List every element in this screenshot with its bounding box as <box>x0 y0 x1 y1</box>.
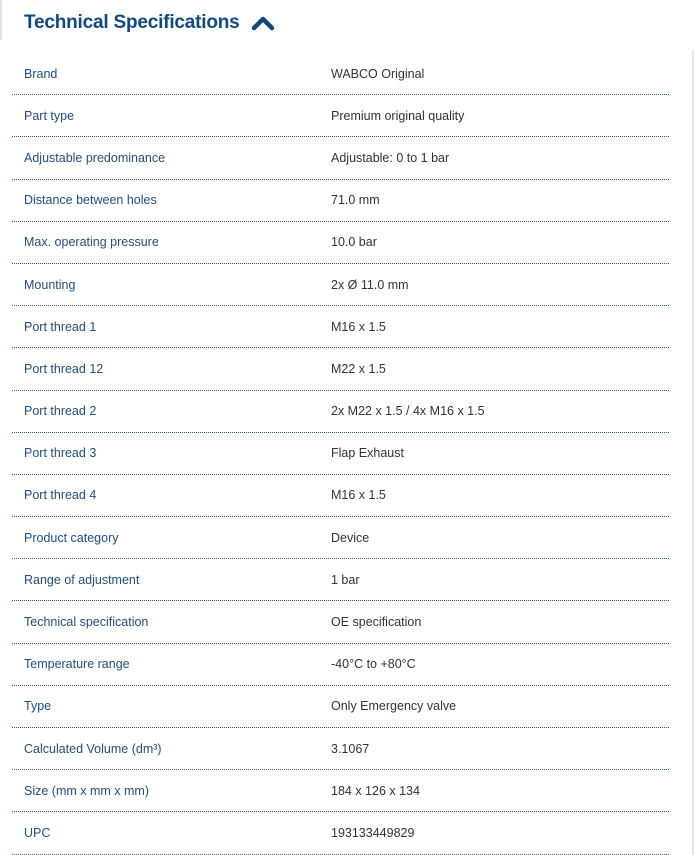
spec-value: Device <box>331 530 370 545</box>
spec-value: 3.1067 <box>331 741 370 756</box>
spec-label: Port thread 2 <box>24 404 97 419</box>
spec-label: Distance between holes <box>24 193 157 208</box>
chevron-up-icon-svg <box>251 15 275 31</box>
spec-value: 10.0 bar <box>331 235 377 250</box>
spec-value: 193133449829 <box>331 825 415 840</box>
spec-value: Adjustable: 0 to 1 bar <box>331 150 450 165</box>
spec-label: Brand <box>24 66 58 81</box>
spec-row-port-thread-4 <box>12 475 669 517</box>
spec-label: UPC <box>24 825 51 840</box>
spec-table <box>12 53 669 855</box>
spec-value: Flap Exhaust <box>331 446 404 461</box>
spec-value: 2x Ø 11.0 mm <box>331 277 409 292</box>
spec-row-size <box>12 770 669 812</box>
spec-row-distance-between-holes <box>12 180 669 222</box>
spec-row-technical-specification <box>12 601 669 643</box>
chevron-up-icon[interactable] <box>250 13 276 33</box>
spec-row-port-thread-1 <box>12 306 669 348</box>
spec-row-calculated-volume <box>12 728 669 770</box>
spec-row-adjustable-predominance <box>12 137 669 179</box>
spec-row-upc <box>12 812 669 854</box>
spec-row-port-thread-3 <box>12 433 669 475</box>
spec-value: 71.0 mm <box>331 193 380 208</box>
spec-row-part-type <box>12 95 669 137</box>
spec-label: Port thread 1 <box>24 319 97 334</box>
technical-specifications-header[interactable] <box>24 8 276 38</box>
spec-value: WABCO Original <box>331 66 425 81</box>
left-border <box>0 0 2 40</box>
spec-value: Premium original quality <box>331 108 465 123</box>
spec-label: Part type <box>24 108 75 123</box>
spec-value: -40°C to +80°C <box>331 657 416 672</box>
spec-label: Range of adjustment <box>24 572 140 587</box>
spec-label: Technical specification <box>24 615 149 630</box>
spec-label: Temperature range <box>24 657 130 672</box>
spec-row-port-thread-2 <box>12 391 669 433</box>
spec-row-temperature-range <box>12 644 669 686</box>
spec-label: Adjustable predominance <box>24 150 166 165</box>
spec-value: 1 bar <box>331 572 360 587</box>
spec-row-brand <box>12 53 669 95</box>
spec-row-max-operating-pressure <box>12 222 669 264</box>
spec-value: OE specification <box>331 615 422 630</box>
spec-value: M22 x 1.5 <box>331 361 386 376</box>
spec-label: Calculated Volume (dm³) <box>24 741 162 756</box>
spec-value: Only Emergency valve <box>331 699 457 714</box>
spec-label: Port thread 3 <box>24 446 97 461</box>
spec-value: 184 x 126 x 134 <box>331 783 420 798</box>
spec-label: Port thread 12 <box>24 361 104 376</box>
spec-label: Size (mm x mm x mm) <box>24 783 149 798</box>
spec-value: M16 x 1.5 <box>331 319 386 334</box>
spec-row-range-of-adjustment <box>12 559 669 601</box>
spec-row-product-category <box>12 517 669 559</box>
spec-label: Product category <box>24 530 119 545</box>
spec-label: Port thread 4 <box>24 488 97 503</box>
spec-label: Mounting <box>24 277 76 292</box>
spec-value: M16 x 1.5 <box>331 488 386 503</box>
spec-row-type <box>12 686 669 728</box>
spec-label: Type <box>24 699 52 714</box>
spec-label: Max. operating pressure <box>24 235 159 250</box>
section-title: Technical Specifications <box>24 12 240 33</box>
spec-value: 2x M22 x 1.5 / 4x M16 x 1.5 <box>331 404 485 419</box>
spec-row-port-thread-12 <box>12 348 669 390</box>
spec-row-mounting <box>12 264 669 306</box>
